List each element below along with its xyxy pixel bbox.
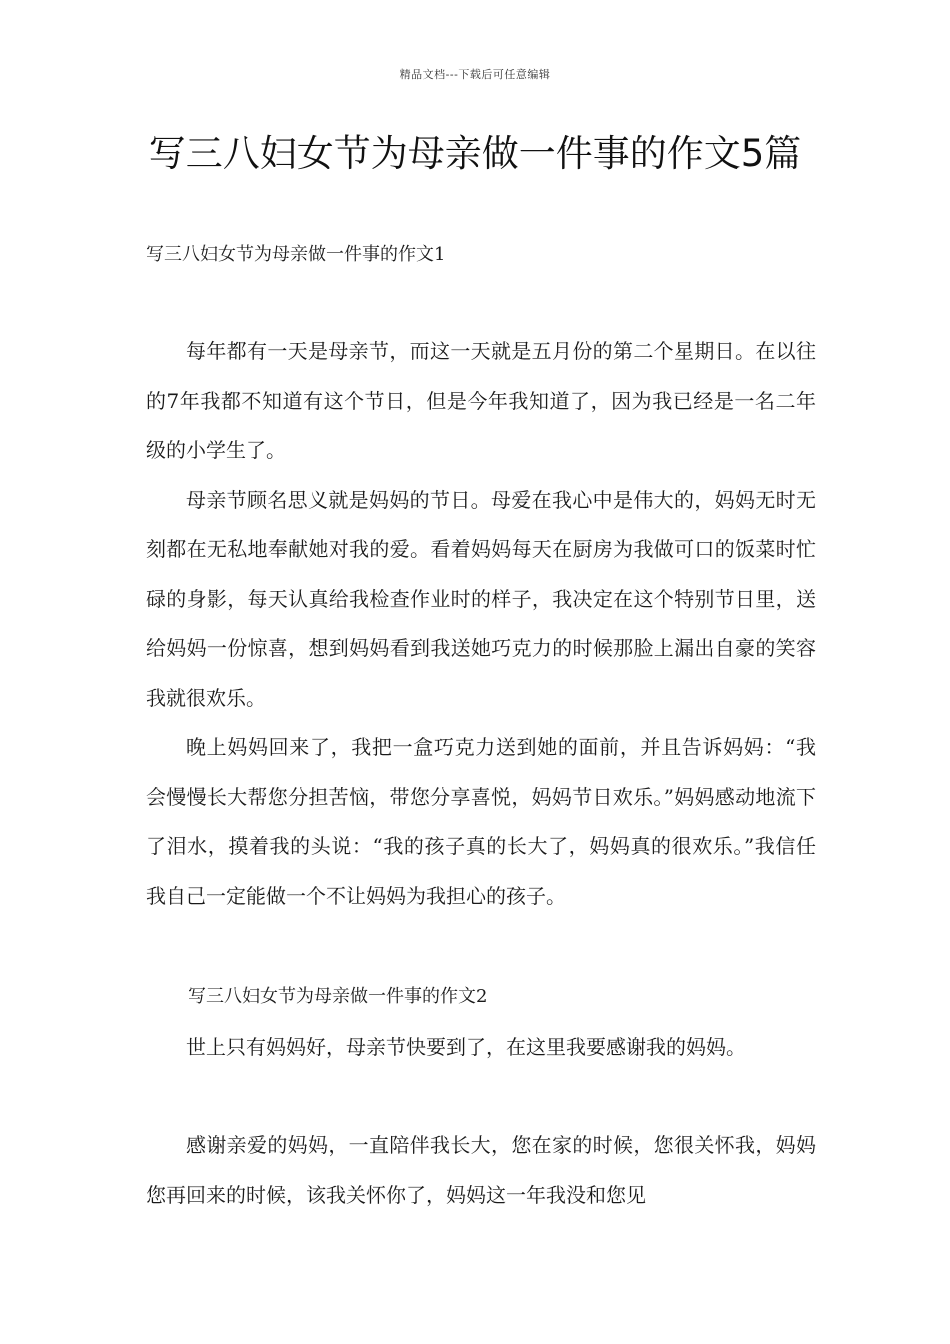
essay-1-paragraph-2: 母亲节顾名思义就是妈妈的节日。母爱在我心中是伟大的，妈妈无时无刻都在无私地奉献她对我的爱。看着妈妈每天在厨房为我做可口的饭菜时忙碌的身影，每天认真给我检查作业时的样子，我决定在这个特别节日里，送给妈妈一份惊喜，想到妈妈看到我送她巧克力的时候那脸上漏出自豪的笑容我就很欢乐。 [146,487,816,710]
essay-1-paragraph-1: 每年都有一天是母亲节，而这一天就是五月份的第二个星期日。在以往的7年我都不知道有这个节日，但是今年我知道了，因为我已经是一名二年级的小学生了。 [146,339,816,462]
essay-2-subtitle: 写三八妇女节为母亲做一件事的作文2 [188,986,488,1007]
essay-1-body [146,327,816,921]
header-note: 精品文档---下载后可任意编辑 [399,68,551,81]
essay-1-paragraph-3: 晚上妈妈回来了，我把一盒巧克力送到她的面前，并且告诉妈妈：“我会慢慢长大帮您分担苦恼，带您分享喜悦，妈妈节日欢乐。”妈妈感动地流下了泪水，摸着我的头说：“我的孩子真的长大了，妈妈真的很欢乐。”我信任我自己一定能做一个不让妈妈为我担心的孩子。 [146,735,816,908]
essay-1-subtitle: 写三八妇女节为母亲做一件事的作文1 [146,244,446,265]
essay-2-paragraph-1: 感谢亲爱的妈妈，一直陪伴我长大，您在家的时候，您很关怀我，妈妈您再回来的时候，该我关怀你了，妈妈这一年我没和您见 [146,1133,816,1207]
page-title: 写三八妇女节为母亲做一件事的作文5篇 [148,132,802,175]
essay-2-body [146,1121,816,1220]
essay-2-intro [146,1023,816,1073]
essay-2-intro-paragraph: 世上只有妈妈好，母亲节快要到了，在这里我要感谢我的妈妈。 [186,1035,746,1059]
